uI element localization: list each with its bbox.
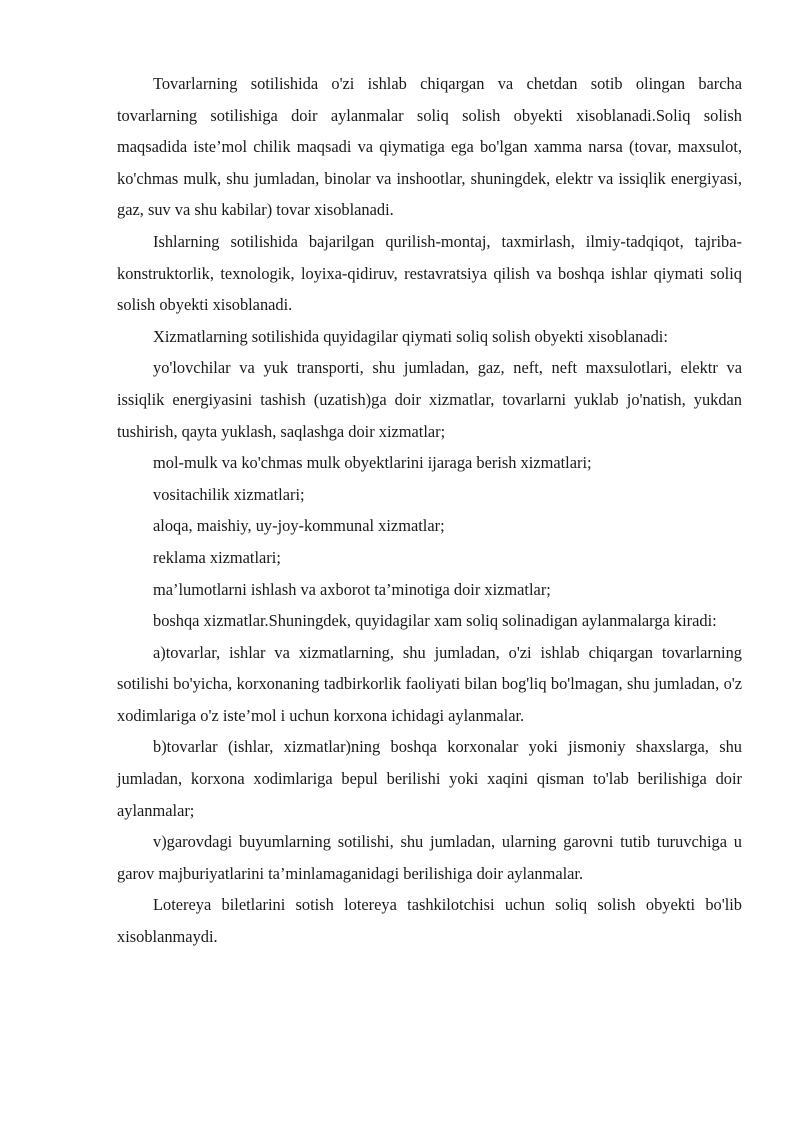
- list-item-v: v)garovdagi buyumlarning sotilishi, shu jumladan, ularning garovni tutib turuvchiga u garov majburiyatlarini ta’minlamaganidagi berilishiga doir aylanmalar.: [117, 832, 742, 883]
- paragraph-works: Ishlarning sotilishida bajarilgan qurilish-montaj, taxmirlash, ilmiy-tadqiqot, tajriba-konstruktorlik, texnologik, loyixa-qidiruv, restavratsiya qilish va boshqa ishlar qiymati soliq solish obyekti xisoblanadi.: [117, 231, 742, 315]
- list-item-transport: yo'lovchilar va yuk transporti, shu jumladan, gaz, neft, neft maxsulotlari, elektr va issiqlik energiyasini tashish (uzatish)ga doir xizmatlar, tovarlarni yuklab jo'natish, yukdan tushirish, qayta yuklash, saqlashga doir xizmatlar;: [117, 358, 742, 441]
- list-item-information: ma’lumotlarni ishlash va axborot ta’minotiga doir xizmatlar;: [153, 579, 551, 599]
- list-item-communication: aloqa, maishiy, uy-joy-kommunal xizmatlar;: [153, 516, 445, 536]
- list-item-intermediary: vositachilik xizmatlari;: [153, 484, 305, 504]
- paragraph-lottery: Lotereya biletlarini sotish lotereya tashkilotchisi uchun soliq solish obyekti bo'lib xisoblanmaydi.: [117, 895, 742, 947]
- list-item-other-services: boshqa xizmatlar.Shuningdek, quyidagilar xam soliq solinadigan aylanmalarga kiradi:: [153, 611, 717, 631]
- paragraph-goods: Tovarlarning sotilishida o'zi ishlab chiqargan va chetdan sotib olingan barcha tovarlarning sotilishiga doir aylanmalar soliq solish obyekti xisoblanadi.Soliq solish maqsadida iste’mol chilik maqsadi va qiymatiga ega bo'lgan xamma narsa (tovar, maxsulot, ko'chmas mulk, shu jumladan, binolar va inshootlar, shuningdek, elektr va issiqlik energiyasi, gaz, suv va shu kabilar) tovar xisoblanadi.: [117, 74, 742, 220]
- paragraph-services-intro: Xizmatlarning sotilishida quyidagilar qiymati soliq solish obyekti xisoblanadi:: [153, 326, 668, 346]
- list-item-rent: mol-mulk va ko'chmas mulk obyektlarini ijaraga berish xizmatlari;: [153, 453, 592, 473]
- list-item-b: b)tovarlar (ishlar, xizmatlar)ning boshqa korxonalar yoki jismoniy shaxslarga, shu jumladan, korxona xodimlariga bepul berilishi yoki xaqini qisman to'lab berilishiga doir aylanmalar;: [117, 737, 742, 820]
- document-page: [117, 68, 742, 953]
- list-item-a: a)tovarlar, ishlar va xizmatlarning, shu jumladan, o'zi ishlab chiqargan tovarlarning sotilishi bo'yicha, korxonaning tadbirkorlik faoliyati bilan bog'liq bo'lmagan, shu jumladan, o'z xodimlariga o'z iste’mol i uchun korxona ichidagi aylanmalar.: [117, 642, 742, 725]
- list-item-advertising: reklama xizmatlari;: [153, 547, 281, 567]
